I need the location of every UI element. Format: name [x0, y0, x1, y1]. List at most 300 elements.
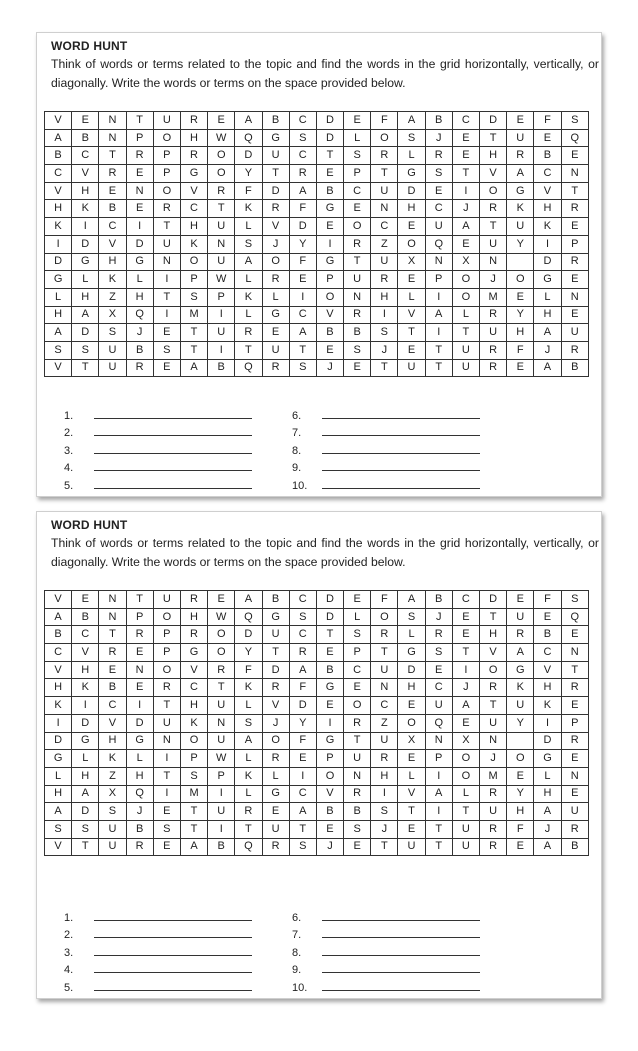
grid-cell: C: [371, 218, 398, 236]
grid-cell: P: [344, 165, 371, 183]
grid-cell: U: [99, 820, 126, 838]
grid-cell: T: [72, 838, 99, 856]
grid-cell: E: [316, 697, 343, 715]
grid-cell: R: [180, 591, 207, 609]
grid-cell: Y: [289, 714, 316, 732]
grid-cell: R: [480, 785, 507, 803]
grid-cell: F: [507, 341, 534, 359]
grid-cell: Q: [235, 608, 262, 626]
answer-blank[interactable]: [292, 439, 480, 457]
answer-line[interactable]: [322, 435, 480, 436]
answer-blank[interactable]: [292, 457, 480, 475]
answer-line[interactable]: [94, 920, 252, 921]
grid-cell: B: [561, 359, 588, 377]
grid-cell: E: [72, 591, 99, 609]
grid-cell: P: [153, 165, 180, 183]
grid-cell: U: [208, 803, 235, 821]
answer-line[interactable]: [94, 418, 252, 419]
grid-cell: L: [534, 288, 561, 306]
grid-cell: L: [235, 750, 262, 768]
grid-cell: T: [480, 608, 507, 626]
grid-cell: T: [316, 626, 343, 644]
grid-cell: D: [398, 182, 425, 200]
grid-cell: B: [72, 129, 99, 147]
grid-row: [45, 200, 589, 218]
grid-cell: U: [99, 341, 126, 359]
grid-cell: L: [72, 750, 99, 768]
grid-cell: U: [153, 591, 180, 609]
answer-blank[interactable]: [64, 906, 252, 924]
grid-cell: B: [126, 820, 153, 838]
grid-cell: E: [126, 200, 153, 218]
grid-row: [45, 838, 589, 856]
grid-cell: H: [398, 200, 425, 218]
grid-cell: R: [289, 165, 316, 183]
grid-cell: T: [153, 288, 180, 306]
grid-cell: E: [561, 750, 588, 768]
answer-blank[interactable]: [64, 474, 252, 492]
answer-number: 6.: [292, 911, 302, 924]
grid-row: [45, 182, 589, 200]
grid-row: [45, 147, 589, 165]
answer-line[interactable]: [94, 488, 252, 489]
answer-blank[interactable]: [64, 941, 252, 959]
grid-cell: L: [452, 306, 479, 324]
grid-cell: S: [561, 591, 588, 609]
grid-cell: S: [45, 820, 72, 838]
grid-cell: I: [208, 785, 235, 803]
grid-cell: M: [480, 288, 507, 306]
worksheet-2: [36, 511, 602, 999]
grid-cell: C: [289, 785, 316, 803]
grid-cell: P: [425, 271, 452, 289]
grid-cell: X: [99, 306, 126, 324]
answer-blank[interactable]: [64, 439, 252, 457]
grid-cell: C: [425, 200, 452, 218]
grid-cell: H: [45, 679, 72, 697]
grid-row: [45, 785, 589, 803]
grid-cell: R: [153, 679, 180, 697]
answer-blank[interactable]: [292, 422, 480, 440]
grid-cell: R: [371, 271, 398, 289]
grid-cell: I: [126, 218, 153, 236]
grid-row: [45, 644, 589, 662]
grid-cell: F: [235, 182, 262, 200]
grid-cell: R: [344, 306, 371, 324]
grid-cell: S: [180, 288, 207, 306]
answer-number: 5.: [64, 479, 74, 492]
answer-number: 4.: [64, 462, 74, 474]
grid-cell: O: [480, 182, 507, 200]
grid-cell: B: [425, 112, 452, 130]
grid-cell: D: [289, 697, 316, 715]
grid-cell: E: [398, 271, 425, 289]
grid-cell: E: [507, 838, 534, 856]
answer-line[interactable]: [322, 418, 480, 419]
grid-cell: T: [126, 112, 153, 130]
grid-cell: T: [452, 165, 479, 183]
grid-cell: U: [507, 129, 534, 147]
grid-cell: L: [45, 767, 72, 785]
answer-line[interactable]: [322, 920, 480, 921]
grid-cell: D: [45, 732, 72, 750]
answer-number: 7.: [292, 929, 302, 941]
grid-cell: B: [561, 838, 588, 856]
grid-cell: K: [72, 679, 99, 697]
grid-cell: C: [45, 644, 72, 662]
grid-cell: S: [289, 359, 316, 377]
answer-line[interactable]: [322, 453, 480, 454]
grid-cell: I: [425, 324, 452, 342]
grid-cell: E: [344, 112, 371, 130]
answer-line[interactable]: [322, 972, 480, 973]
grid-cell: G: [72, 732, 99, 750]
grid-cell: T: [153, 218, 180, 236]
grid-cell: J: [452, 200, 479, 218]
grid-cell: R: [99, 165, 126, 183]
grid-cell: R: [561, 679, 588, 697]
grid-row: [45, 288, 589, 306]
answer-blank[interactable]: [292, 474, 480, 492]
grid-cell: R: [126, 359, 153, 377]
grid-cell: E: [534, 129, 561, 147]
grid-cell: R: [180, 112, 207, 130]
grid-cell: I: [316, 714, 343, 732]
answer-line[interactable]: [94, 453, 252, 454]
grid-cell: Y: [507, 306, 534, 324]
grid-cell: D: [72, 324, 99, 342]
grid-cell: L: [262, 288, 289, 306]
answer-blank[interactable]: [292, 959, 480, 977]
grid-cell: T: [425, 359, 452, 377]
grid-cell: J: [425, 129, 452, 147]
grid-cell: A: [425, 785, 452, 803]
grid-row: [45, 608, 589, 626]
grid-cell: H: [534, 306, 561, 324]
grid-cell: O: [262, 253, 289, 271]
grid-cell: E: [208, 591, 235, 609]
grid-cell: V: [45, 182, 72, 200]
answer-blank[interactable]: [64, 959, 252, 977]
grid-cell: L: [235, 271, 262, 289]
grid-cell: P: [153, 644, 180, 662]
grid-cell: X: [99, 785, 126, 803]
grid-cell: R: [126, 838, 153, 856]
grid-cell: H: [126, 767, 153, 785]
grid-cell: V: [99, 714, 126, 732]
answer-blank[interactable]: [292, 924, 480, 942]
grid-cell: A: [507, 644, 534, 662]
grid-cell: R: [480, 200, 507, 218]
grid-cell: I: [371, 785, 398, 803]
grid-cell: C: [289, 147, 316, 165]
grid-cell: T: [452, 324, 479, 342]
grid-cell: E: [398, 820, 425, 838]
grid-cell: T: [371, 359, 398, 377]
answer-number: 2.: [64, 929, 74, 941]
grid-cell: A: [289, 803, 316, 821]
grid-cell: N: [425, 253, 452, 271]
grid-cell: N: [208, 235, 235, 253]
answer-line[interactable]: [94, 955, 252, 956]
answer-number: 9.: [292, 964, 302, 976]
grid-cell: T: [425, 341, 452, 359]
answer-line[interactable]: [94, 972, 252, 973]
grid-cell: I: [153, 785, 180, 803]
grid-cell: U: [371, 661, 398, 679]
grid-cell: E: [262, 803, 289, 821]
grid-cell: K: [235, 200, 262, 218]
grid-cell: C: [344, 661, 371, 679]
grid-cell: S: [153, 341, 180, 359]
answer-blank[interactable]: [64, 976, 252, 994]
grid-cell: X: [398, 253, 425, 271]
grid-cell: D: [480, 112, 507, 130]
answer-blank[interactable]: [292, 976, 480, 994]
grid-cell: O: [398, 235, 425, 253]
grid-cell: P: [316, 271, 343, 289]
grid-row: [45, 253, 589, 271]
grid-cell: U: [371, 182, 398, 200]
answer-blank[interactable]: [64, 924, 252, 942]
grid-cell: V: [45, 661, 72, 679]
answer-line[interactable]: [322, 937, 480, 938]
grid-cell: T: [371, 838, 398, 856]
grid-cell: H: [507, 324, 534, 342]
grid-cell: U: [507, 608, 534, 626]
grid-cell: H: [126, 288, 153, 306]
grid-cell: G: [316, 679, 343, 697]
grid-cell: F: [371, 591, 398, 609]
answer-number: 3.: [64, 946, 74, 959]
grid-cell: H: [45, 306, 72, 324]
answer-line[interactable]: [94, 435, 252, 436]
grid-cell: O: [398, 714, 425, 732]
grid-cell: D: [316, 129, 343, 147]
grid-cell: E: [153, 324, 180, 342]
grid-cell: D: [262, 661, 289, 679]
grid-cell: N: [480, 253, 507, 271]
grid-cell: T: [262, 165, 289, 183]
answer-line[interactable]: [94, 470, 252, 471]
grid-cell: U: [371, 732, 398, 750]
grid-cell: V: [180, 661, 207, 679]
answer-line[interactable]: [94, 937, 252, 938]
grid-cell: A: [235, 253, 262, 271]
grid-cell: E: [126, 644, 153, 662]
grid-cell: M: [180, 785, 207, 803]
grid-row: [45, 341, 589, 359]
grid-cell: U: [452, 838, 479, 856]
grid-cell: U: [344, 271, 371, 289]
grid-cell: T: [180, 820, 207, 838]
answer-line[interactable]: [322, 488, 480, 489]
answer-blank[interactable]: [64, 457, 252, 475]
grid-cell: N: [344, 288, 371, 306]
grid-cell: S: [371, 324, 398, 342]
grid-cell: L: [126, 750, 153, 768]
grid-cell: I: [208, 306, 235, 324]
grid-cell: H: [480, 147, 507, 165]
answer-blank[interactable]: [64, 404, 252, 422]
grid-cell: J: [480, 750, 507, 768]
grid-cell: I: [153, 750, 180, 768]
grid-cell: W: [208, 129, 235, 147]
grid-cell: U: [262, 820, 289, 838]
grid-cell: A: [289, 661, 316, 679]
grid-cell: E: [316, 820, 343, 838]
grid-cell: Z: [371, 235, 398, 253]
grid-cell: B: [126, 341, 153, 359]
grid-cell: R: [126, 147, 153, 165]
grid-cell: J: [262, 235, 289, 253]
answer-blank[interactable]: [292, 941, 480, 959]
grid-cell: U: [480, 324, 507, 342]
grid-cell: N: [153, 253, 180, 271]
grid-cell: R: [262, 200, 289, 218]
answer-number: 8.: [292, 444, 302, 457]
grid-cell: H: [45, 785, 72, 803]
grid-cell: L: [235, 218, 262, 236]
grid-cell: O: [208, 165, 235, 183]
grid-cell: V: [262, 218, 289, 236]
grid-cell: X: [398, 732, 425, 750]
grid-cell: Q: [561, 129, 588, 147]
grid-cell: P: [344, 644, 371, 662]
grid-cell: T: [452, 803, 479, 821]
grid-cell: T: [235, 820, 262, 838]
grid-cell: E: [561, 785, 588, 803]
grid-cell: N: [153, 732, 180, 750]
grid-cell: C: [289, 591, 316, 609]
answer-number: 10.: [292, 981, 308, 994]
answer-line[interactable]: [322, 470, 480, 471]
grid-cell: E: [507, 288, 534, 306]
grid-cell: U: [208, 697, 235, 715]
grid-cell: Q: [235, 129, 262, 147]
grid-cell: Y: [289, 235, 316, 253]
answer-blanks: [64, 404, 524, 494]
worksheet-title: WORD HUNT: [51, 518, 128, 532]
grid-cell: E: [398, 341, 425, 359]
grid-cell: R: [262, 679, 289, 697]
answer-line[interactable]: [322, 955, 480, 956]
grid-cell: J: [534, 341, 561, 359]
answer-blank[interactable]: [64, 422, 252, 440]
grid-cell: U: [208, 218, 235, 236]
grid-cell: C: [344, 182, 371, 200]
grid-cell: D: [289, 218, 316, 236]
grid-cell: I: [425, 288, 452, 306]
grid-cell: G: [126, 732, 153, 750]
grid-cell: T: [126, 591, 153, 609]
answer-number: 1.: [64, 409, 74, 422]
grid-cell: U: [208, 324, 235, 342]
grid-cell: E: [344, 359, 371, 377]
grid-cell: B: [425, 591, 452, 609]
grid-cell: R: [480, 359, 507, 377]
grid-cell: L: [398, 626, 425, 644]
grid-cell: E: [561, 147, 588, 165]
grid-cell: S: [99, 803, 126, 821]
grid-cell: E: [153, 838, 180, 856]
grid-cell: O: [452, 288, 479, 306]
grid-cell: K: [180, 235, 207, 253]
grid-cell: Y: [507, 235, 534, 253]
grid-row: [45, 165, 589, 183]
answer-line[interactable]: [322, 990, 480, 991]
grid-cell: L: [126, 271, 153, 289]
grid-cell: A: [398, 591, 425, 609]
grid-cell: B: [45, 147, 72, 165]
grid-cell: P: [561, 235, 588, 253]
grid-cell: K: [99, 750, 126, 768]
grid-cell: I: [452, 661, 479, 679]
grid-cell: G: [316, 732, 343, 750]
grid-cell: E: [316, 165, 343, 183]
grid-cell: R: [371, 626, 398, 644]
grid-cell: O: [316, 288, 343, 306]
grid-cell: L: [534, 767, 561, 785]
answer-number: 8.: [292, 946, 302, 959]
grid-cell: B: [316, 324, 343, 342]
grid-row: [45, 803, 589, 821]
grid-cell: K: [507, 200, 534, 218]
grid-cell: U: [452, 820, 479, 838]
grid-cell: S: [180, 767, 207, 785]
grid-cell: H: [180, 697, 207, 715]
grid-cell: E: [344, 679, 371, 697]
grid-row: [45, 359, 589, 377]
answer-line[interactable]: [94, 990, 252, 991]
grid-cell: B: [316, 661, 343, 679]
grid-cell: N: [371, 679, 398, 697]
answer-blank[interactable]: [292, 404, 480, 422]
grid-cell: U: [99, 359, 126, 377]
grid-cell: O: [262, 732, 289, 750]
grid-cell: S: [344, 341, 371, 359]
grid-cell: P: [153, 147, 180, 165]
grid-cell: C: [45, 165, 72, 183]
grid-cell: P: [153, 626, 180, 644]
grid-cell: O: [153, 182, 180, 200]
grid-cell: D: [480, 591, 507, 609]
grid-cell: L: [398, 288, 425, 306]
grid-cell: I: [289, 288, 316, 306]
grid-cell: E: [316, 644, 343, 662]
grid-cell: O: [507, 271, 534, 289]
grid-cell: D: [72, 235, 99, 253]
grid-cell: U: [561, 324, 588, 342]
grid-cell: E: [507, 767, 534, 785]
grid-cell: L: [72, 271, 99, 289]
grid-cell: S: [289, 838, 316, 856]
grid-cell: E: [561, 218, 588, 236]
grid-cell: X: [452, 732, 479, 750]
grid-cell: G: [126, 253, 153, 271]
grid-cell: P: [561, 714, 588, 732]
grid-row: [45, 591, 589, 609]
grid-cell: R: [180, 147, 207, 165]
grid-cell: I: [425, 767, 452, 785]
grid-cell: G: [262, 306, 289, 324]
answer-blank[interactable]: [292, 906, 480, 924]
grid-cell: R: [480, 341, 507, 359]
grid-cell: R: [344, 235, 371, 253]
worksheet-instructions: Think of words or terms related to the topic and find the words in the grid horizontally, vertically, or diagonally. Write the words or terms on the space provided below.: [51, 57, 599, 90]
grid-cell: O: [316, 767, 343, 785]
grid-cell: G: [507, 182, 534, 200]
